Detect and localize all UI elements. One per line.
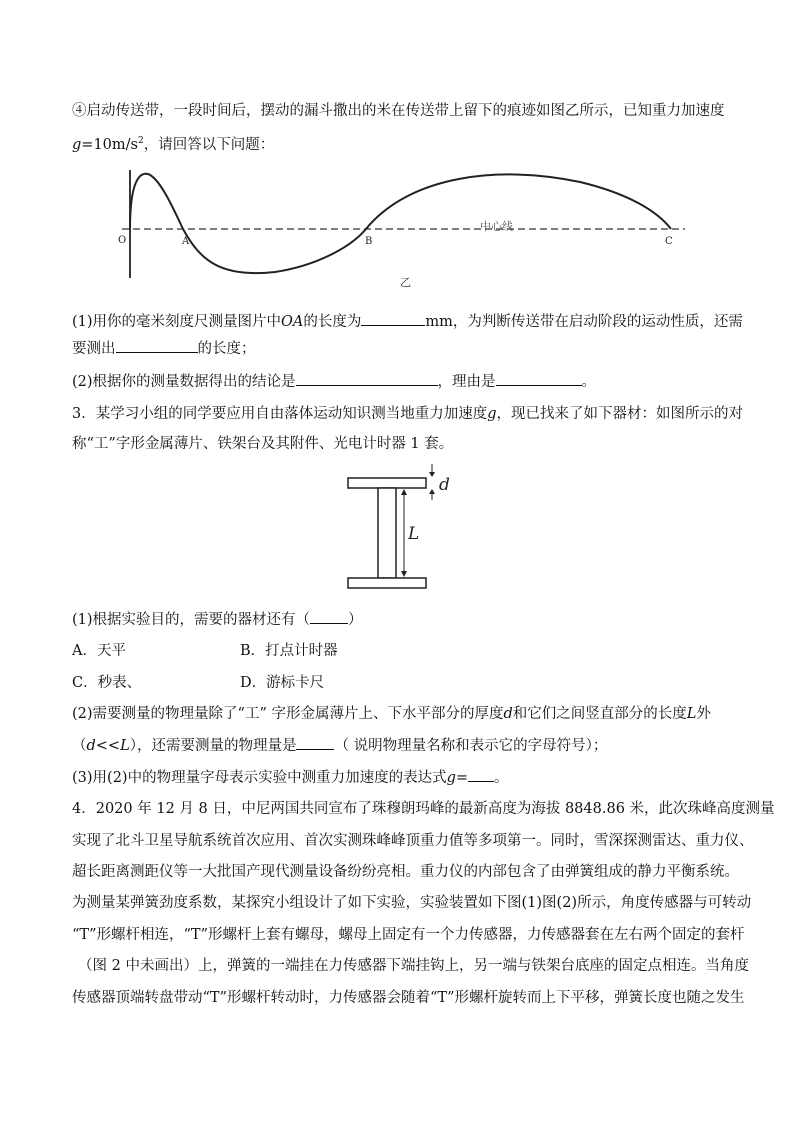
conclusion-blank[interactable] — [296, 371, 438, 386]
q3-p2-paren-open: （ — [72, 738, 87, 754]
vertical-bar — [378, 488, 396, 578]
q3-p2-text-c: 外 — [696, 706, 711, 722]
q3-part3 — [72, 767, 509, 788]
q2-part1-line1 — [72, 311, 743, 332]
q3-text-a: 3．某学习小组的同学要应用自由落体运动知识测当地重力加速度 — [72, 406, 488, 422]
q3-p3-g-symbol: g — [446, 770, 456, 786]
g-unit-exponent: 2 — [137, 136, 144, 146]
q2-p1-text-d: 要测出 — [72, 341, 116, 357]
quantity-blank[interactable] — [296, 735, 334, 750]
q3-line-1 — [72, 404, 743, 424]
option-a[interactable]: A．天平 — [72, 643, 126, 659]
q2-p2-text-a: (2)根据你的测量数据得出的结论是 — [72, 374, 296, 390]
figure-yi-caption: 乙 — [400, 276, 411, 289]
d-arrowhead-bottom — [429, 489, 435, 494]
length-l-symbol: L — [686, 706, 697, 722]
q4-line-7: 传感器顶端转盘带动“T”形螺杆转动时，力传感器会随着“T”形螺杆旋转而上下平移，弹簧长度也随之发生 — [72, 990, 745, 1006]
q2-p2-text-c: 。 — [581, 374, 597, 390]
trace-curve — [130, 174, 671, 273]
q2-part1-line2 — [72, 338, 256, 359]
bottom-plate — [348, 578, 426, 588]
equipment-blank[interactable] — [310, 609, 348, 624]
expression-blank[interactable] — [468, 767, 494, 782]
q3-p2-text-b: 和它们之间竖直部分的长度 — [512, 706, 687, 722]
q3-p3-equals: = — [455, 770, 469, 786]
point-b-label: B — [365, 236, 373, 247]
q3-text-b: ，现已找来了如下器材：如图所示的对 — [496, 406, 744, 422]
q3-p2-text-d: ），还需要测量的物理量是 — [129, 738, 297, 754]
intro-question-lead: ，请回答以下问题： — [143, 136, 275, 153]
l-arrowhead-bottom — [401, 571, 407, 577]
q2-p1-text-c: mm，为判断传送带在启动阶段的运动性质，还需 — [425, 314, 743, 330]
figure-yi-trace — [110, 160, 700, 300]
q3-part2-line1 — [72, 704, 711, 724]
d-much-less-than-l: d<<L — [86, 738, 130, 754]
q2-p1-text-e: 的长度； — [197, 341, 256, 357]
q3-line-2: 称“工”字形金属薄片、铁架台及其附件、光电计时器 1 套。 — [72, 436, 454, 452]
q2-p2-text-b: ，理由是 — [437, 374, 496, 390]
reason-blank[interactable] — [496, 371, 582, 386]
q3-g-symbol: g — [487, 406, 497, 422]
q2-part2 — [72, 371, 596, 392]
top-plate — [348, 478, 426, 488]
intro-line-1: ④启动传送带，一段时间后，摆动的漏斗撒出的米在传送带上留下的痕迹如图乙所示，已知重力加速度 — [72, 103, 725, 119]
q3-part1 — [72, 609, 363, 630]
q3-p1-end: ） — [348, 612, 363, 628]
l-arrowhead-top — [401, 489, 407, 495]
option-b[interactable]: B．打点计时器 — [240, 643, 338, 659]
point-o-label: O — [118, 235, 127, 246]
point-a-label: A — [182, 236, 190, 247]
l-label: L — [408, 524, 420, 544]
q3-p1-text: (1)根据实验目的，需要的器材还有（ — [72, 612, 311, 628]
q2-p1-text-b: 的长度为 — [303, 314, 362, 330]
q4-line-4: 为测量某弹簧劲度系数，某探究小组设计了如下实验，实验装置如下图(1)图(2)所示，角度传感器与可转动 — [72, 895, 752, 911]
q3-p2-text-a: (2)需要测量的物理量除了“工” 字形金属薄片上、下水平部分的厚度 — [72, 706, 504, 722]
q4-line-6: （图 2 中未画出）上，弹簧的一端挂在力传感器下端挂钩上，另一端与铁架台底座的固定点相连。当角度 — [78, 958, 749, 974]
q4-line-3: 超长距离测距仪等一大批国产现代测量设备纷纷亮相。重力仪的内部包含了由弹簧组成的静力平衡系统。 — [72, 864, 739, 880]
segment-oa: OA — [281, 314, 304, 330]
d-label: d — [439, 475, 450, 495]
i-shaped-metal-figure — [340, 460, 460, 595]
thickness-d-symbol: d — [503, 706, 513, 722]
q2-p1-text-a: (1)用你的毫米刻度尺测量图片中 — [72, 314, 282, 330]
q4-line-1: 4．2020 年 12 月 8 日，中尼两国共同宣布了珠穆朗玛峰的最新高度为海拔 8848.86 米，此次珠峰高度测量 — [72, 801, 775, 817]
option-c[interactable]: C．秒表、 — [72, 675, 142, 691]
q3-p3-text: (3)用(2)中的物理量字母表示实验中测重力加速度的表达式 — [72, 770, 447, 786]
d-arrowhead-top — [429, 472, 435, 477]
option-d[interactable]: D．游标卡尺 — [240, 675, 325, 691]
point-c-label: C — [665, 236, 673, 247]
intro-line-2 — [72, 131, 274, 155]
center-line-label: 中心线 — [480, 220, 513, 233]
g-symbol: g — [72, 136, 82, 153]
q4-line-2: 实现了北斗卫星导航系统首次应用、首次实测珠峰峰顶重力值等多项第一。同时，雪深探测雷达、重力仪、 — [72, 833, 754, 849]
q3-p3-end: 。 — [494, 770, 509, 786]
measure-segment-blank[interactable] — [116, 338, 198, 353]
q3-part2-line2 — [72, 735, 607, 756]
q3-p2-text-e: （ 说明物理量名称和表示它的字母符号）； — [334, 738, 608, 754]
g-value: =10m/s — [81, 136, 138, 153]
q4-line-5: “T”形螺杆相连，“T”形螺杆上套有螺母，螺母上固定有一个力传感器，力传感器套在左右两个固定的套杆 — [72, 927, 745, 943]
oa-length-blank[interactable] — [361, 311, 425, 326]
